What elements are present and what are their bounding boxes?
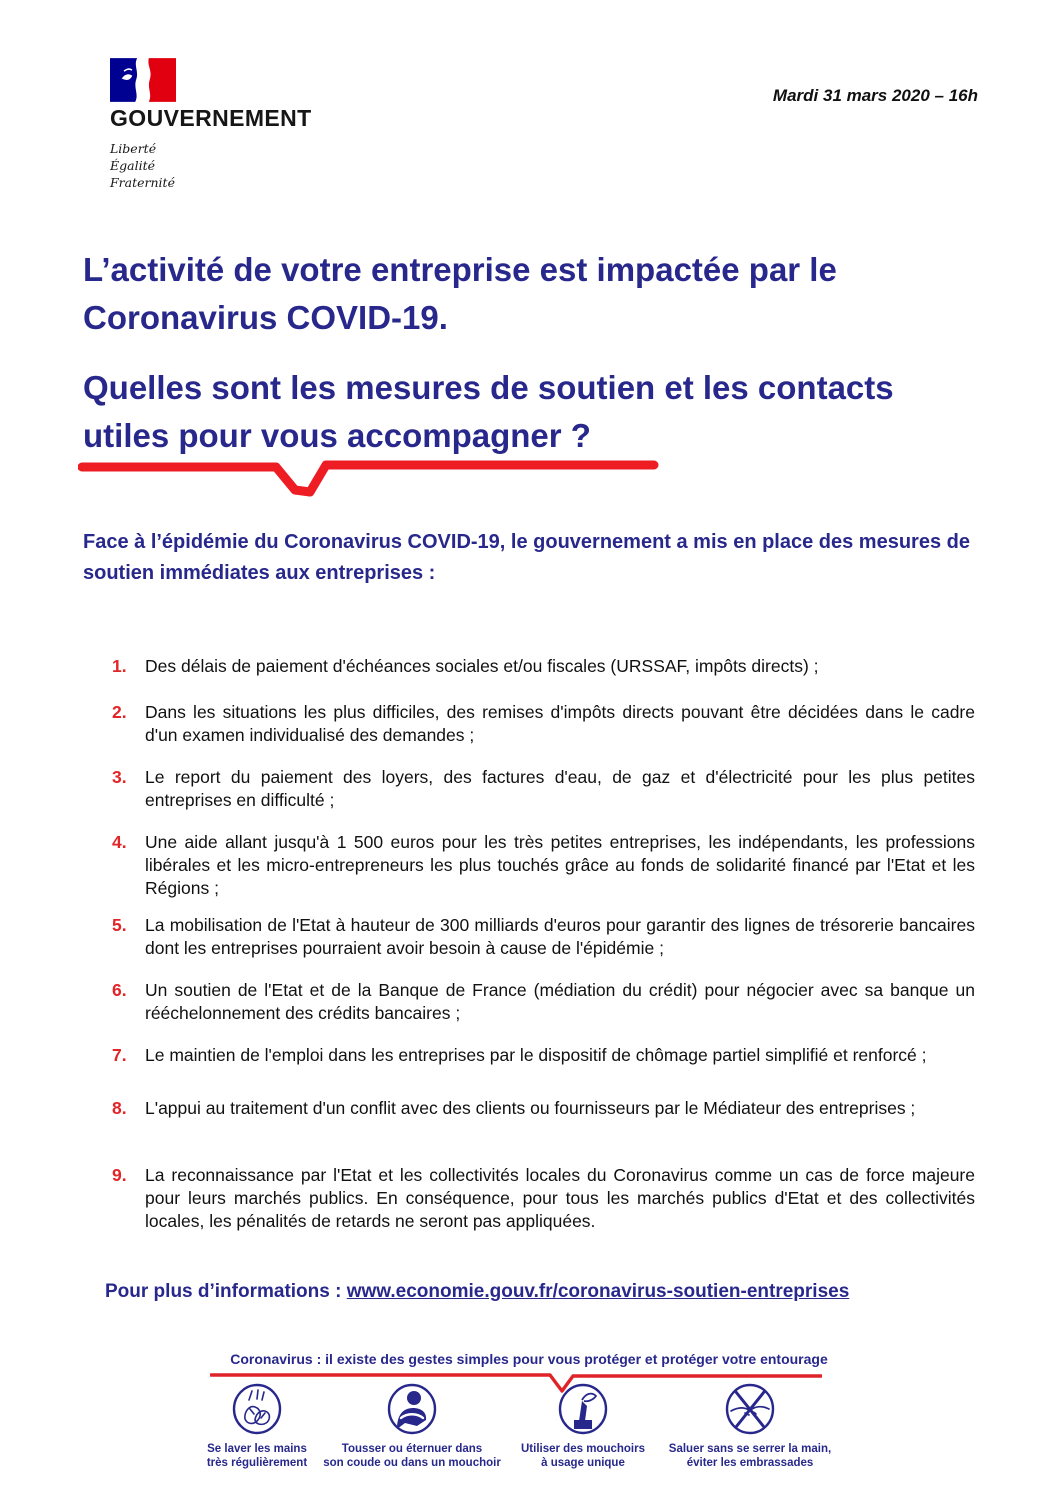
list-item bbox=[112, 1164, 975, 1233]
list-text: Un soutien de l'Etat et de la Banque de France (médiation du crédit) pour négocier avec sa banque un rééchelonnement des crédits bancaires ; bbox=[145, 980, 975, 1023]
gesture-caption bbox=[655, 1442, 845, 1470]
intro-paragraph: Face à l’épidémie du Coronavirus COVID-19, le gouvernement a mis en place des mesures de soutien immédiates aux entreprises : bbox=[83, 531, 970, 584]
gesture-caption-line: éviter les embrassades bbox=[686, 1457, 814, 1469]
list-item bbox=[112, 914, 975, 960]
list-text: La reconnaissance par l'Etat et les collectivités locales du Coronavirus comme un cas de force majeure pour leurs marchés publics. En conséquence, pour tous les marchés publics d'Etat et des collectivités locales, les pénalités de retards ne seront pas appliquées. bbox=[145, 1165, 975, 1231]
list-number: 3. bbox=[112, 767, 127, 787]
list-number: 5. bbox=[112, 915, 127, 935]
list-number: 1. bbox=[112, 656, 127, 676]
info-link[interactable]: www.economie.gouv.fr/coronavirus-soutien-entreprises bbox=[346, 1281, 850, 1302]
red-underline-stroke bbox=[78, 458, 660, 500]
gesture-caption-line: à usage unique bbox=[541, 1457, 625, 1469]
motto-line: Fraternité bbox=[110, 175, 175, 190]
gesture-caption-line: très régulièrement bbox=[206, 1457, 308, 1469]
gesture-caption bbox=[317, 1442, 507, 1470]
motto bbox=[110, 140, 370, 191]
list-item bbox=[112, 1044, 975, 1067]
gesture-caption-line: Se laver les mains bbox=[207, 1443, 307, 1455]
more-info-line bbox=[105, 1281, 985, 1303]
list-number: 9. bbox=[112, 1165, 127, 1185]
list-item bbox=[112, 979, 975, 1025]
gesture-item bbox=[317, 1383, 507, 1470]
tissue-icon bbox=[558, 1383, 608, 1435]
gesture-caption-line: Saluer sans se serrer la main, bbox=[668, 1443, 832, 1455]
list-number: 6. bbox=[112, 980, 127, 1000]
list-text: Des délais de paiement d'échéances sociales et/ou fiscales (URSSAF, impôts directs) ; bbox=[145, 656, 819, 676]
list-number: 8. bbox=[112, 1098, 127, 1118]
cough-elbow-icon bbox=[387, 1383, 437, 1435]
gesture-item bbox=[488, 1383, 678, 1470]
list-item bbox=[112, 831, 975, 900]
motto-line: Égalité bbox=[110, 158, 155, 173]
list-number: 2. bbox=[112, 702, 127, 722]
gouvernement-logo bbox=[110, 58, 370, 191]
list-item bbox=[112, 1097, 975, 1120]
list-text: La mobilisation de l'Etat à hauteur de 300 milliards d'euros pour garantir des lignes de trésorerie bancaires dont les entreprises pourraient avoir besoin à cause de l'épidémie ; bbox=[145, 915, 975, 958]
list-text: Dans les situations les plus difficiles, des remises d'impôts directs pouvant être décidées dans le cadre d'un examen individualisé des demandes ; bbox=[145, 702, 975, 745]
motto-line: Liberté bbox=[110, 141, 157, 156]
list-number: 7. bbox=[112, 1045, 127, 1065]
wash-hands-icon bbox=[232, 1383, 282, 1435]
list-text: L'appui au traitement d'un conflit avec des clients ou fournisseurs par le Médiateur des entreprises ; bbox=[145, 1098, 916, 1118]
gouvernement-wordmark: GOUVERNEMENT bbox=[110, 105, 312, 131]
list-item bbox=[112, 766, 975, 812]
more-info-label: Pour plus d’informations : bbox=[105, 1281, 347, 1302]
list-text: Une aide allant jusqu'à 1 500 euros pour les très petites entreprises, les indépendants, les professions libérales et les micro-entrepreneurs les plus touchés grâce au fonds de solidarité financé par l'Etat et les Régions ; bbox=[145, 832, 975, 898]
no-handshake-icon bbox=[725, 1383, 775, 1435]
banner-title: Coronavirus : il existe des gestes simples pour vous protéger et protéger votre entourage bbox=[230, 1351, 828, 1367]
page-subtitle: Quelles sont les mesures de soutien et les contacts utiles pour vous accompagner ? bbox=[83, 369, 894, 454]
list-text: Le report du paiement des loyers, des factures d'eau, de gaz et d'électricité pour les plus petites entreprises en difficulté ; bbox=[145, 767, 975, 810]
gesture-caption-line: Utiliser des mouchoirs bbox=[521, 1443, 645, 1455]
gesture-item bbox=[655, 1383, 845, 1470]
list-number: 4. bbox=[112, 832, 127, 852]
list-item bbox=[112, 655, 975, 678]
document-date: Mardi 31 mars 2020 – 16h bbox=[772, 86, 978, 105]
gesture-caption bbox=[488, 1442, 678, 1470]
gesture-caption-line: son coude ou dans un mouchoir bbox=[323, 1457, 501, 1469]
list-item bbox=[112, 701, 975, 747]
french-flag-icon bbox=[110, 58, 176, 102]
list-text: Le maintien de l'emploi dans les entreprises par le dispositif de chômage partiel simplifié et renforcé ; bbox=[145, 1045, 927, 1065]
gesture-caption-line: Tousser ou éternuer dans bbox=[341, 1443, 483, 1455]
page-title: L’activité de votre entreprise est impactée par le Coronavirus COVID-19. bbox=[83, 251, 837, 336]
